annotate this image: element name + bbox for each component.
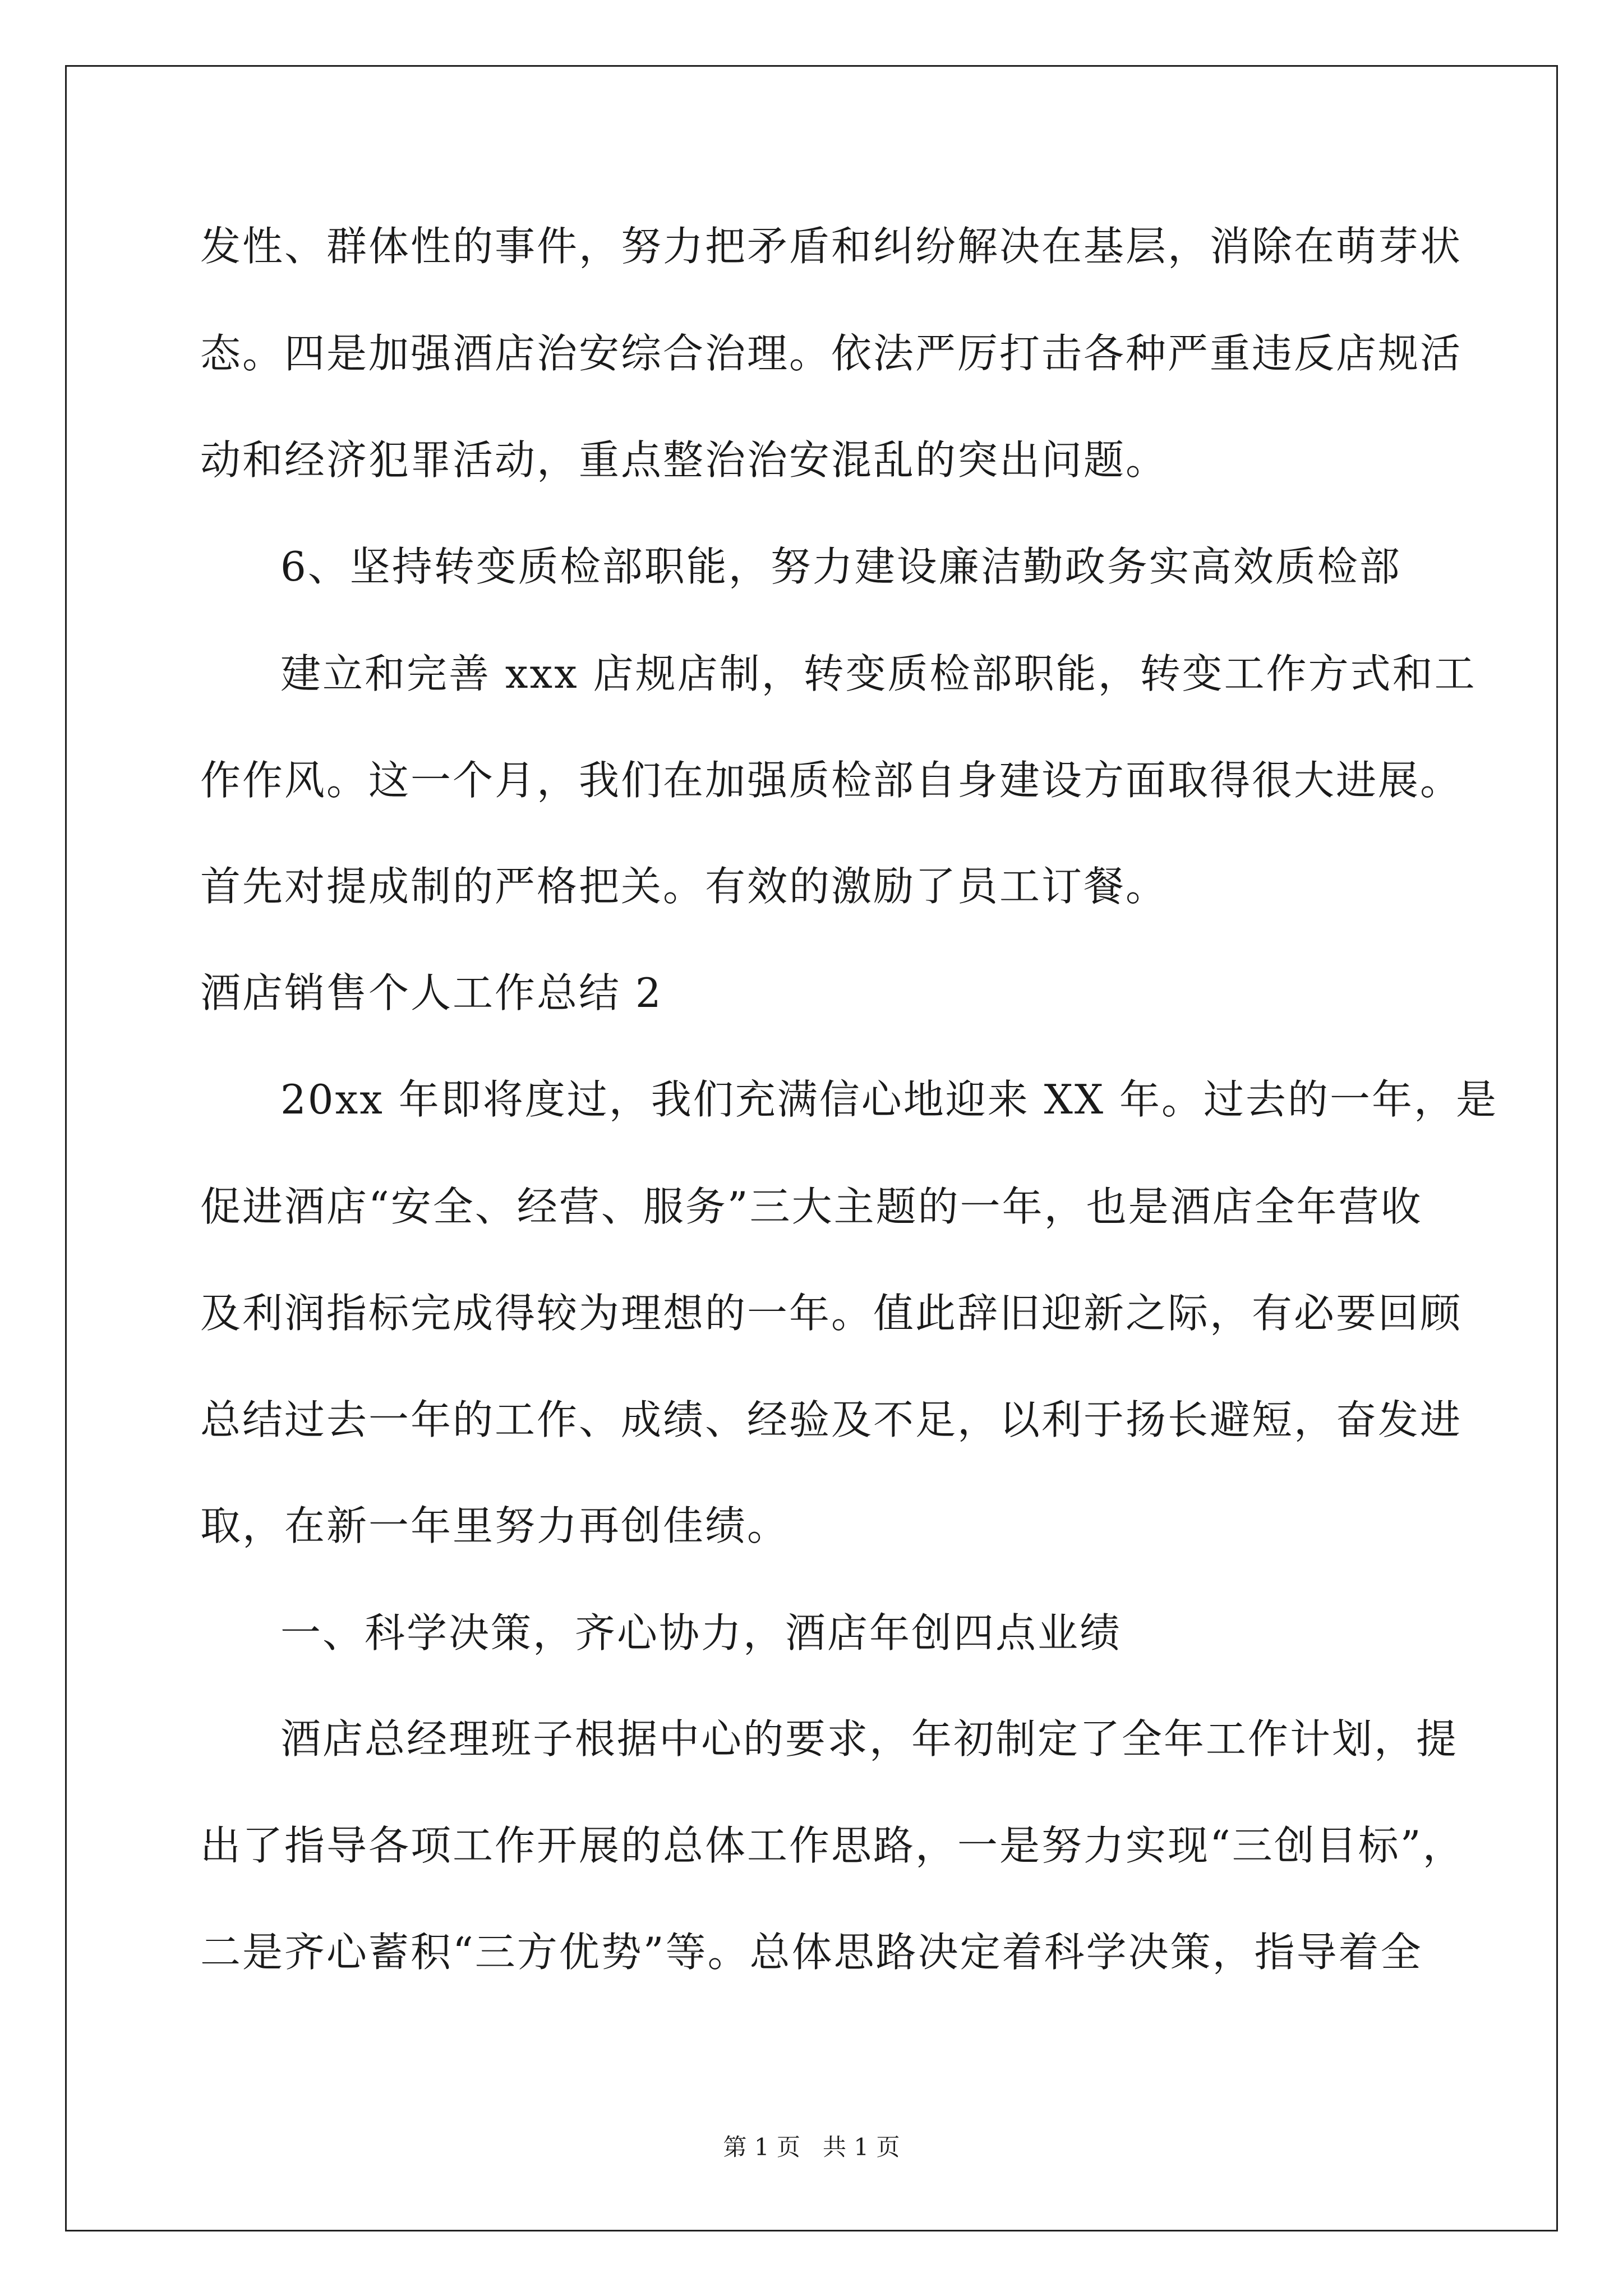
- document-title: 酒店销售个人工作总结 2: [200, 969, 663, 1016]
- body-line-1: 发性、群体性的事件，努力把矛盾和纠纷解决在基层，消除在萌芽状: [200, 223, 1463, 270]
- paragraph-start: 20xx 年即将度过，我们充满信心地迎来 XX 年。过去的一年，是: [280, 1076, 1498, 1123]
- body-line-2: 态。四是加强酒店治安综合治理。依法严厉打击各种严重违反店规活: [200, 330, 1463, 377]
- section-heading-1: 一、科学决策，齐心协力，酒店年创四点业绩: [280, 1609, 1122, 1657]
- paragraph-start: 酒店总经理班子根据中心的要求，年初制定了全年工作计划，提: [280, 1715, 1459, 1763]
- body-line-11: 及利润指标完成得较为理想的一年。值此辞旧迎新之际，有必要回顾: [200, 1290, 1463, 1337]
- page-border: [65, 65, 1558, 2231]
- page-number-footer: 第 1 页 共 1 页: [723, 2133, 900, 2161]
- body-line-7: 首先对提成制的严格把关。有效的激励了员工订餐。: [200, 863, 1168, 910]
- body-line-10: 促进酒店“安全、经营、服务”三大主题的一年，也是酒店全年营收: [200, 1183, 1423, 1230]
- paragraph-start: 建立和完善 xxx 店规店制，转变质检部职能，转变工作方式和工: [280, 650, 1477, 697]
- body-line-12: 总结过去一年的工作、成绩、经验及不足，以利于扬长避短，奋发进: [200, 1396, 1463, 1443]
- section-heading-6: 6、坚持转变质检部职能，努力建设廉洁勤政务实高效质检部: [280, 543, 1401, 590]
- body-line-6: 作作风。这一个月，我们在加强质检部自身建设方面取得很大进展。: [200, 757, 1463, 804]
- body-line-13: 取，在新一年里努力再创佳绩。: [200, 1502, 790, 1549]
- body-line-16: 出了指导各项工作开展的总体工作思路，一是努力实现“三创目标”，: [200, 1822, 1465, 1869]
- body-line-17: 二是齐心蓄积“三方优势”等。总体思路决定着科学决策，指导着全: [200, 1929, 1423, 1976]
- body-line-3: 动和经济犯罪活动，重点整治治安混乱的突出问题。: [200, 436, 1168, 484]
